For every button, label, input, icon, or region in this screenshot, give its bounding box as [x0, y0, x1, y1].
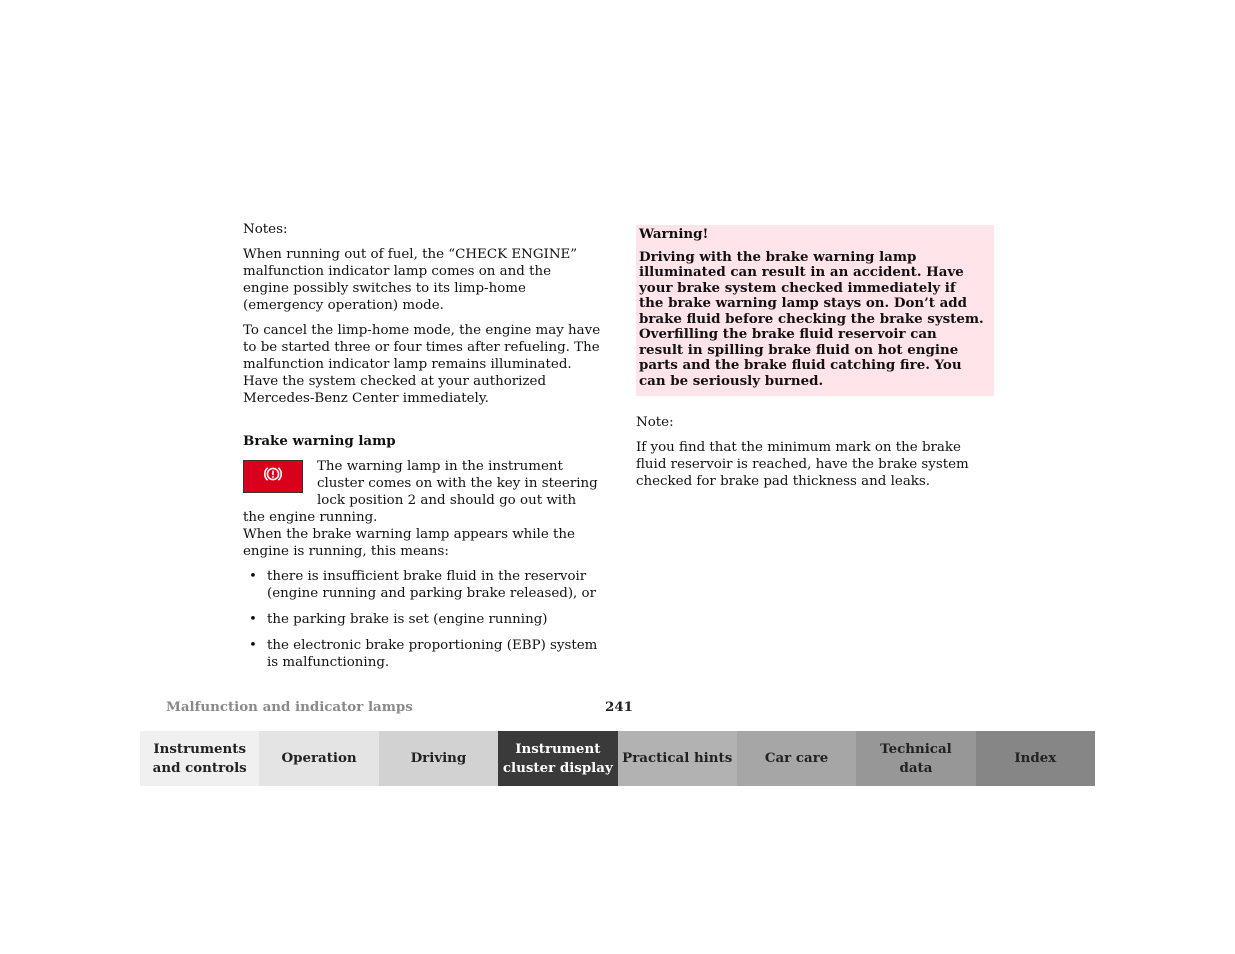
list-item: • the parking brake is set (engine running)	[249, 612, 548, 627]
tab-driving[interactable]: Driving	[379, 731, 498, 786]
note-label: Note:	[636, 415, 674, 430]
tab-index[interactable]: Index	[976, 731, 1095, 786]
chapter-nav	[140, 731, 1095, 786]
left-column	[243, 221, 601, 680]
engine-running-paragraph: When the brake warning lamp appears while the engine is running, this means:	[243, 527, 575, 559]
section-title: Malfunction and indicator lamps	[166, 699, 413, 715]
note-body: If you find that the minimum mark on the brake fluid reservoir is reached, have the brake system checked for brake pad thickness and leaks.	[636, 440, 969, 489]
notes-label: Notes:	[243, 222, 288, 237]
tab-instrument-cluster-display[interactable]: Instrument cluster display	[498, 731, 617, 786]
right-column	[636, 225, 994, 498]
brake-warning-lamp-icon	[243, 460, 303, 493]
warning-title: Warning!	[639, 226, 709, 242]
tab-practical-hints[interactable]: Practical hints	[618, 731, 737, 786]
tab-instruments-and-controls[interactable]: Instruments and controls	[140, 731, 259, 786]
page-number: 241	[605, 699, 633, 715]
section-heading: Brake warning lamp	[243, 433, 396, 449]
brake-symbol-icon	[263, 464, 283, 484]
lamp-description	[243, 458, 601, 526]
warning-box	[636, 225, 994, 396]
list-item: • the electronic brake proportioning (EBP) system is malfunctioning.	[249, 638, 598, 670]
list-item: • there is insufficient brake fluid in the reservoir (engine running and parking brake released), or	[249, 569, 597, 601]
warning-body: Driving with the brake warning lamp illuminated can result in an accident. Have your brake system checked immediately if the brake warning lamp stays on. Don’t add brake fluid before checking the brake system. Overfilling the brake fluid reservoir can result in spilling brake fluid on hot engine parts and the brake fluid catching fire. You can be seriously burned.	[639, 248, 984, 389]
tab-car-care[interactable]: Car care	[737, 731, 856, 786]
lamp-text: The warning lamp in the instrument cluster comes on with the key in steering lock position 2 and should go out with the engine running.	[243, 459, 598, 525]
tab-technical-data[interactable]: Technical data	[856, 731, 975, 786]
fuel-note-paragraph: When running out of fuel, the “CHECK ENGINE” malfunction indicator lamp comes on and the engine possibly switches to its limp-home (emergency operation) mode.	[243, 247, 578, 313]
bullet-list	[243, 568, 601, 671]
limp-home-paragraph: To cancel the limp-home mode, the engine may have to be started three or four times after refueling. The malfunction indicator lamp remains illuminated. Have the system checked at your authorized Mercedes-Benz Center immediately.	[243, 323, 601, 406]
tab-operation[interactable]: Operation	[259, 731, 378, 786]
